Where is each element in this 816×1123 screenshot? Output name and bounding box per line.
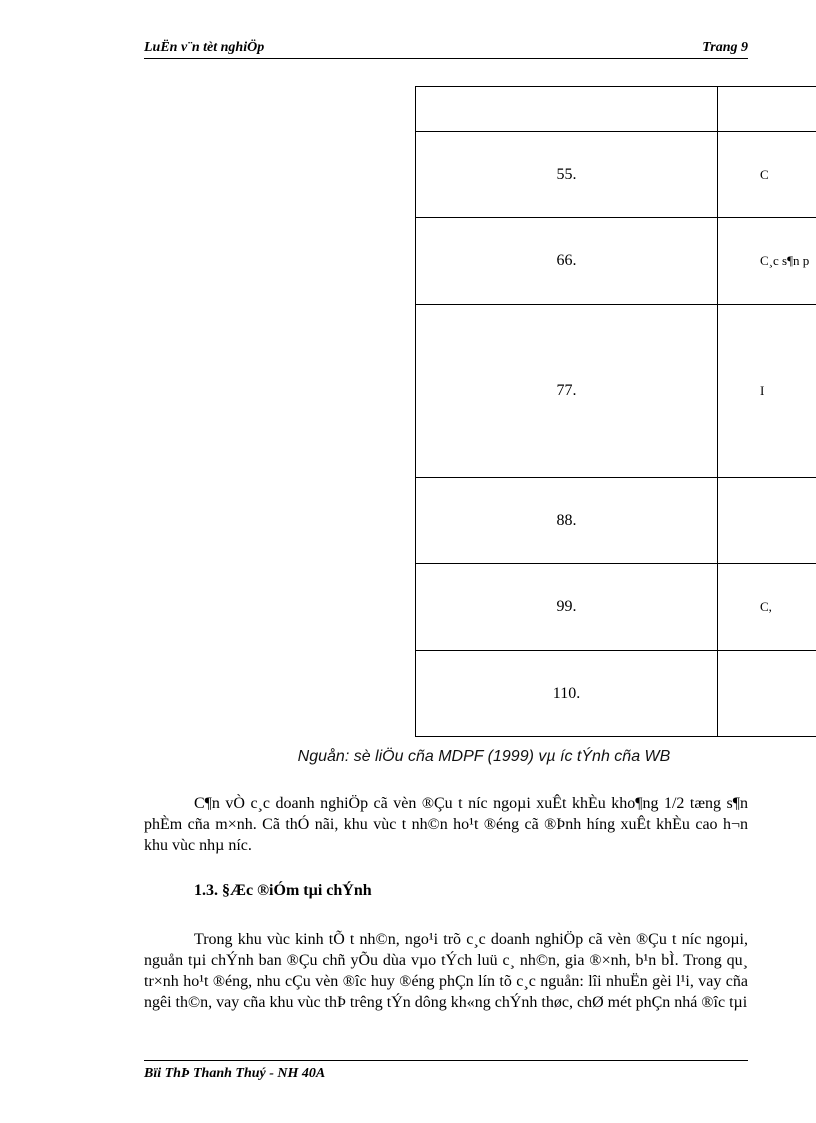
table-cell: 99. — [416, 564, 718, 651]
section-heading: 1.3. §Æc ®iÓm tµi chÝnh — [194, 882, 372, 899]
table-row — [416, 87, 816, 132]
table-cell — [718, 651, 816, 737]
table-cell: 88. — [416, 478, 718, 564]
table-cell — [718, 87, 816, 132]
table-cell: C, — [718, 564, 816, 651]
table-cell: I — [718, 305, 816, 478]
table-row — [416, 218, 816, 305]
data-table — [415, 86, 816, 737]
table-row — [416, 478, 816, 564]
table-cell: C — [718, 132, 816, 218]
table-cell — [416, 87, 718, 132]
table-cell — [718, 478, 816, 564]
header-title: LuËn v¨n tèt nghiÖp — [144, 40, 265, 55]
table-row — [416, 651, 816, 737]
table-row — [416, 132, 816, 218]
table-cell: 77. — [416, 305, 718, 478]
table-cell: 55. — [416, 132, 718, 218]
page-footer: Bïi ThÞ Thanh Thuý - NH 40A — [144, 1066, 326, 1081]
table-cell: 110. — [416, 651, 718, 737]
body-paragraph: C¶n vÒ c¸c doanh nghiÖp cã vèn ®Çu t níc ngoµi xuÊt khÈu kho¶ng 1/2 tæng s¶n phÈm cña m×nh. Cã thÓ nãi, khu vùc t nh©n ho¹t ®éng cã ®Þnh híng xuÊt khÈu cao h¬n khu vùc nhµ níc. — [144, 795, 748, 854]
header-rule — [144, 58, 748, 59]
table-row — [416, 564, 816, 651]
table-row — [416, 305, 816, 478]
footer-rule — [144, 1060, 748, 1061]
table-cell: 66. — [416, 218, 718, 305]
page-number: Trang 9 — [702, 40, 748, 55]
body-paragraph: Trong khu vùc kinh tÕ t nh©n, ngo¹i trõ c¸c doanh nghiÖp cã vèn ®Çu t níc ngoµi, nguån tµi chÝnh ban ®Çu chñ yÕu dùa vµo tÝch luü c¸ nh©n, gia ®×nh, b¹n bÌ. Trong qu¸ tr×nh ho¹t ®éng, nhu cÇu vèn ®îc huy ®éng phÇn lín tõ c¸c nguån: lîi nhuËn gèi l¹i, vay cña ngêi th©n, vay cña khu vùc thÞ trêng tÝn dông kh«ng chÝnh thøc, chØ mét phÇn nhá ®îc tµi — [144, 931, 748, 1011]
table-cell: C¸c s¶n p — [718, 218, 816, 305]
page-header — [144, 40, 748, 58]
table-source-note: Nguån: sè liÖu cña MDPF (1999) vµ íc tÝnh cña WB — [297, 748, 671, 765]
